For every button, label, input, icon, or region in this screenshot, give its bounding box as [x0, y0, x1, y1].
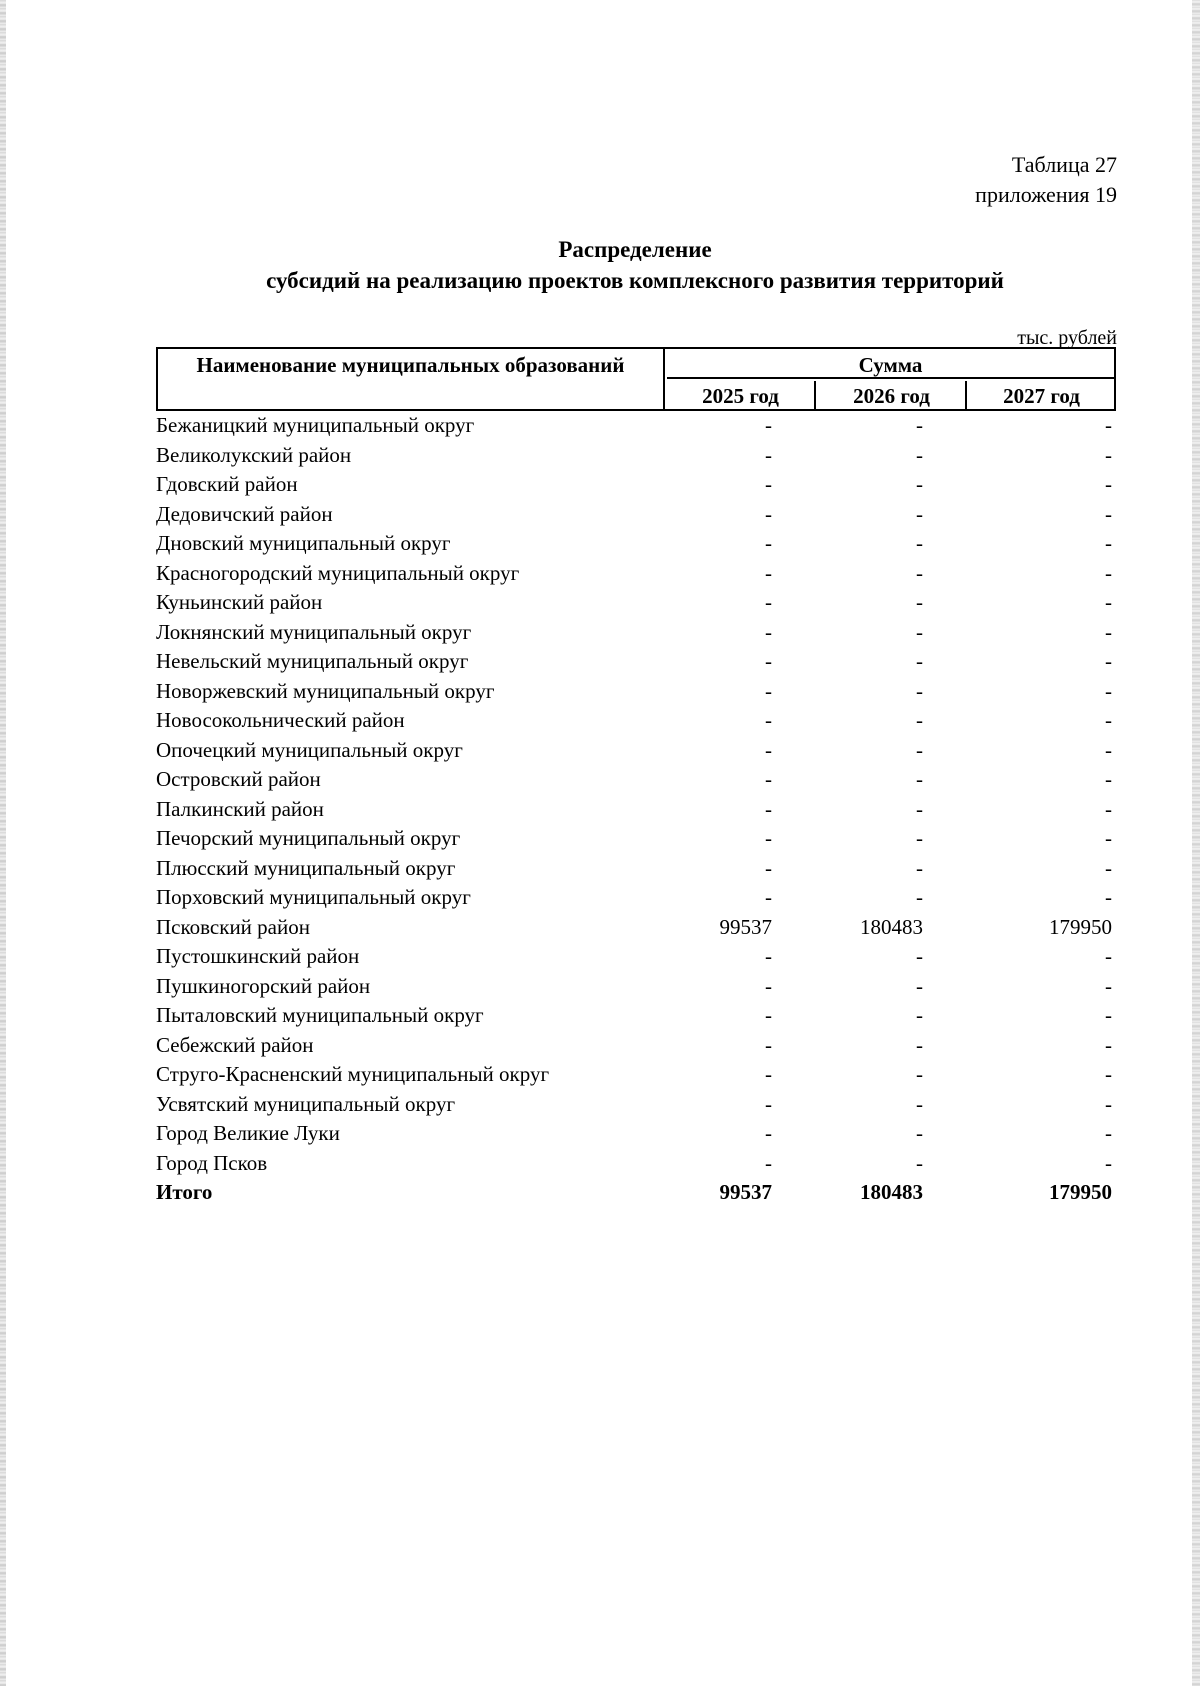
value-2027: -	[1105, 1121, 1112, 1145]
value-2027: -	[1105, 590, 1112, 614]
value-2025: -	[765, 944, 772, 968]
value-2027: -	[1105, 973, 1112, 998]
value-2027: -	[1105, 531, 1112, 555]
value-2025: -	[765, 1062, 772, 1086]
value-2027: -	[1105, 1003, 1112, 1027]
value-2027: -	[1105, 501, 1112, 526]
row-name: Островский район	[156, 767, 321, 791]
value-2026: -	[916, 1150, 923, 1175]
value-2026: 180483	[860, 1180, 923, 1204]
value-2025: -	[765, 501, 772, 526]
value-2026: -	[916, 826, 923, 850]
table-row	[156, 1060, 1116, 1090]
value-2026: -	[916, 531, 923, 555]
value-2027: -	[1105, 619, 1112, 644]
value-2025: -	[765, 796, 772, 821]
table-row	[156, 765, 1116, 795]
table-number: Таблица 27	[1011, 152, 1117, 177]
value-2025: -	[765, 1032, 772, 1057]
column-header-sum: Сумма	[667, 349, 1114, 379]
row-name: Бежаницкий муниципальный округ	[156, 413, 475, 437]
value-2027: 179950	[1049, 914, 1112, 939]
appendix-number: приложения 19	[975, 182, 1117, 207]
value-2026: -	[916, 885, 923, 909]
value-2027: -	[1105, 737, 1112, 762]
table-row	[156, 588, 1116, 618]
row-name: Плюсский муниципальный округ	[156, 855, 456, 880]
value-2026: -	[916, 944, 923, 968]
value-2026: -	[916, 649, 923, 673]
column-header-2025: 2025 год	[667, 381, 816, 409]
value-2026: -	[916, 737, 923, 762]
value-2025: 99537	[719, 914, 772, 939]
row-name: Порховский муниципальный округ	[156, 885, 471, 909]
table-row	[156, 972, 1116, 1002]
value-2025: -	[765, 560, 772, 585]
table-row	[156, 883, 1116, 913]
row-name: Город Великие Луки	[156, 1121, 340, 1145]
value-2026: -	[916, 1121, 923, 1145]
table-row	[156, 618, 1116, 648]
row-name: Пушкиногорский район	[156, 973, 371, 998]
row-name: Усвятский муниципальный округ	[156, 1091, 456, 1116]
value-2025: -	[765, 1003, 772, 1027]
value-2026: -	[916, 560, 923, 585]
column-header-2026: 2026 год	[818, 381, 967, 409]
value-2025: -	[765, 472, 772, 496]
row-name: Опочецкий муниципальный округ	[156, 737, 463, 762]
value-2025: -	[765, 413, 772, 437]
row-name: Гдовский район	[156, 472, 298, 496]
row-name: Струго-Красненский муниципальный округ	[156, 1062, 550, 1086]
row-name: Новоржевский муниципальный округ	[156, 678, 495, 703]
value-2027: -	[1105, 472, 1112, 496]
value-2027: -	[1105, 855, 1112, 880]
value-2025: -	[765, 855, 772, 880]
table-row	[156, 1149, 1116, 1179]
table-row	[156, 441, 1116, 471]
value-2027: -	[1105, 796, 1112, 821]
value-2027: -	[1105, 1150, 1112, 1175]
value-2027: -	[1105, 826, 1112, 850]
row-name: Палкинский район	[156, 796, 324, 821]
value-2026: -	[916, 1032, 923, 1057]
value-2026: -	[916, 472, 923, 496]
table-row	[156, 559, 1116, 589]
document-title: Распределение	[558, 237, 712, 262]
value-2026: -	[916, 1003, 923, 1027]
value-2027: -	[1105, 678, 1112, 703]
row-name: Куньинский район	[156, 590, 323, 614]
value-2027: -	[1105, 944, 1112, 968]
value-2026: -	[916, 1091, 923, 1116]
value-2026: -	[916, 1062, 923, 1086]
column-header-2027: 2027 год	[1003, 384, 1080, 408]
value-2025: -	[765, 973, 772, 998]
value-2025: -	[765, 649, 772, 673]
value-2027: -	[1105, 1091, 1112, 1116]
value-2027: -	[1105, 413, 1112, 437]
row-name: Дновский муниципальный округ	[156, 531, 451, 555]
value-2025: -	[765, 767, 772, 791]
units-label: тыс. рублей	[1017, 327, 1117, 349]
value-2025: -	[765, 619, 772, 644]
value-2027: -	[1105, 1062, 1112, 1086]
row-name: Псковский район	[156, 914, 310, 939]
table-row	[156, 677, 1116, 707]
value-2026: -	[916, 973, 923, 998]
table-row	[156, 706, 1116, 736]
value-2025: 99537	[719, 1180, 772, 1204]
row-name: Великолукский район	[156, 442, 352, 467]
value-2026: -	[916, 678, 923, 703]
table-header	[156, 347, 1116, 411]
row-name: Пустошкинский район	[156, 944, 360, 968]
table-row	[156, 500, 1116, 530]
table-row	[156, 795, 1116, 825]
row-name: Печорский муниципальный округ	[156, 826, 461, 850]
table-row	[156, 647, 1116, 677]
value-2025: -	[765, 1121, 772, 1145]
value-2027: 179950	[1049, 1180, 1112, 1204]
table-row	[156, 1031, 1116, 1061]
value-2027: -	[1105, 885, 1112, 909]
value-2025: -	[765, 885, 772, 909]
table-row	[156, 913, 1116, 943]
row-name: Локнянский муниципальный округ	[156, 619, 472, 644]
value-2026: -	[916, 796, 923, 821]
value-2026: -	[916, 708, 923, 732]
value-2025: -	[765, 737, 772, 762]
table-row	[156, 529, 1116, 559]
value-2025: -	[765, 590, 772, 614]
table-row	[156, 470, 1116, 500]
table-row	[156, 824, 1116, 854]
table-row	[156, 411, 1116, 441]
table-row	[156, 1001, 1116, 1031]
value-2027: -	[1105, 767, 1112, 791]
document-subtitle: субсидий на реализацию проектов комплексного развития территорий	[266, 268, 1004, 293]
value-2026: -	[916, 619, 923, 644]
value-2025: -	[765, 531, 772, 555]
total-row	[156, 1178, 1116, 1208]
value-2025: -	[765, 442, 772, 467]
value-2026: -	[916, 767, 923, 791]
value-2026: -	[916, 442, 923, 467]
table-row	[156, 736, 1116, 766]
value-2026: -	[916, 590, 923, 614]
value-2026: 180483	[860, 914, 923, 939]
value-2025: -	[765, 826, 772, 850]
value-2026: -	[916, 413, 923, 437]
table-body	[156, 411, 1116, 1208]
table-row	[156, 1119, 1116, 1149]
value-2027: -	[1105, 442, 1112, 467]
row-name: Красногородский муниципальный округ	[156, 560, 520, 585]
value-2027: -	[1105, 1032, 1112, 1057]
value-2025: -	[765, 678, 772, 703]
row-name: Невельский муниципальный округ	[156, 649, 469, 673]
table-row	[156, 854, 1116, 884]
value-2025: -	[765, 1150, 772, 1175]
row-name: Новосокольнический район	[156, 708, 405, 732]
row-name: Дедовичский район	[156, 501, 333, 526]
table-row	[156, 1090, 1116, 1120]
table-row	[156, 942, 1116, 972]
value-2027: -	[1105, 708, 1112, 732]
value-2026: -	[916, 855, 923, 880]
row-name: Итого	[156, 1180, 213, 1204]
value-2027: -	[1105, 560, 1112, 585]
value-2025: -	[765, 1091, 772, 1116]
value-2025: -	[765, 708, 772, 732]
row-name: Город Псков	[156, 1150, 268, 1175]
value-2026: -	[916, 501, 923, 526]
row-name: Себежский район	[156, 1032, 314, 1057]
column-header-name: Наименование муниципальных образований	[158, 349, 665, 409]
row-name: Пыталовский муниципальный округ	[156, 1003, 484, 1027]
value-2027: -	[1105, 649, 1112, 673]
